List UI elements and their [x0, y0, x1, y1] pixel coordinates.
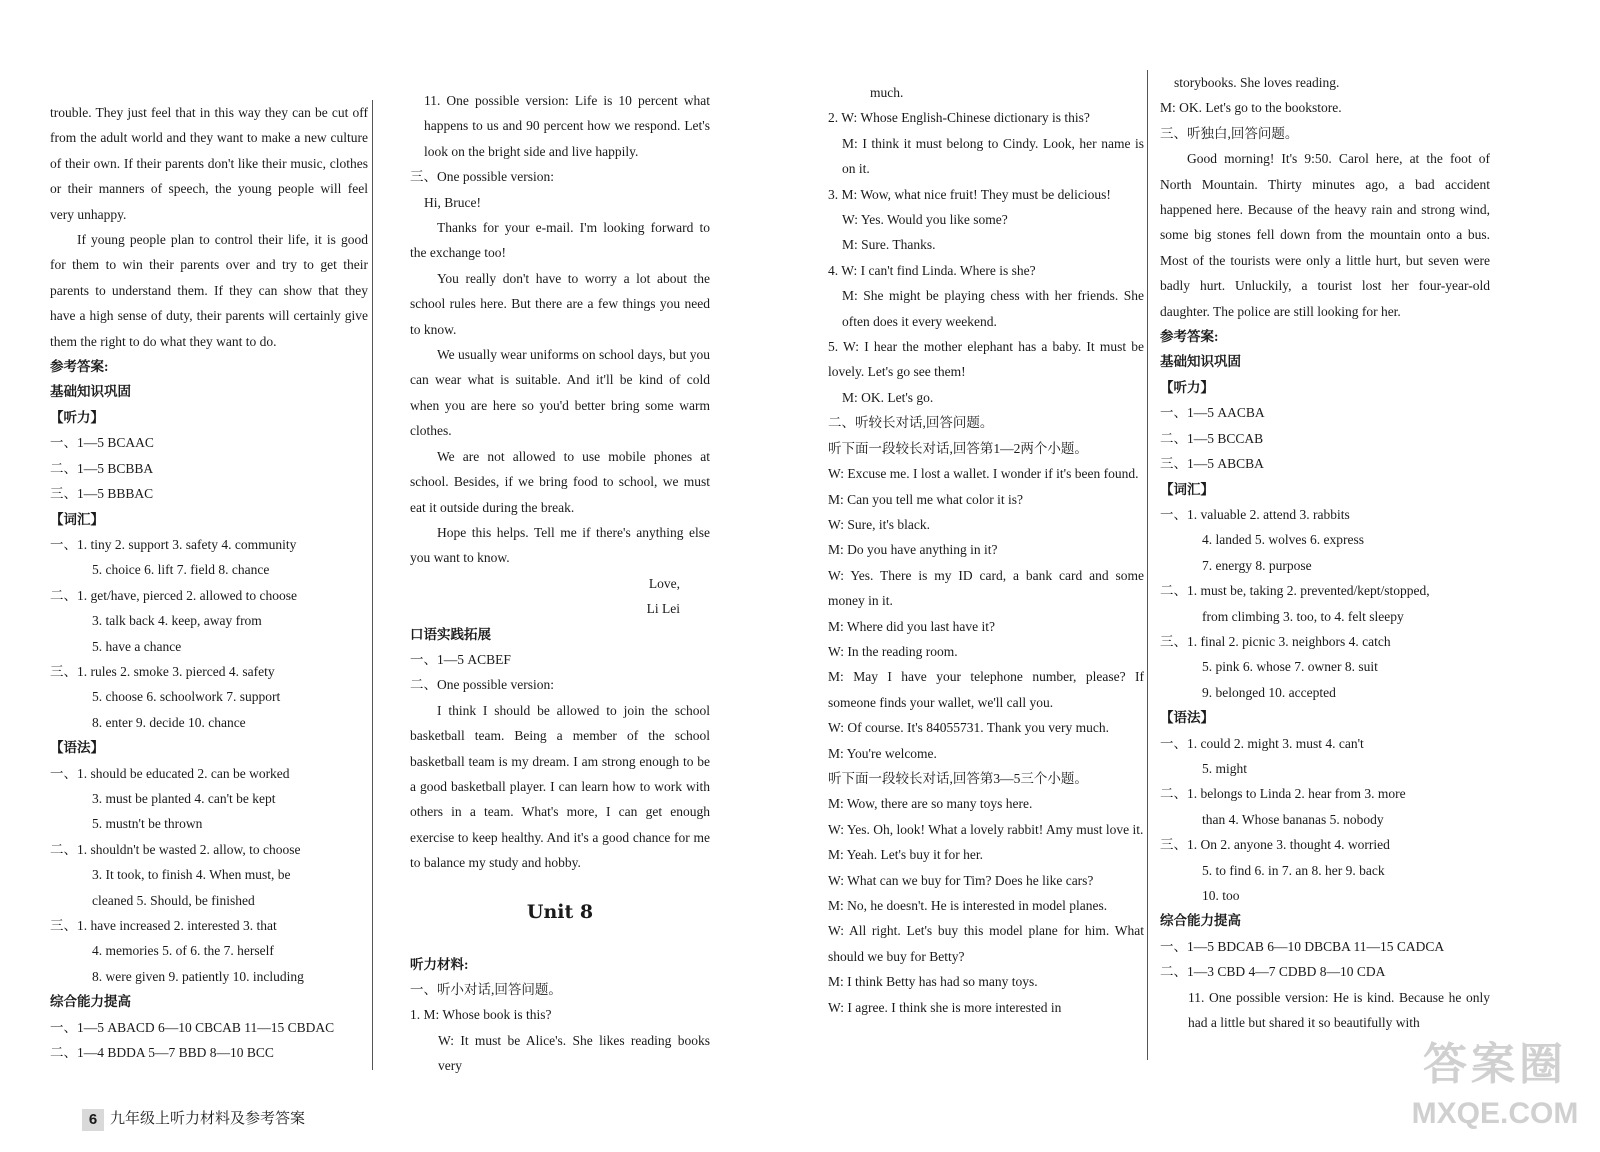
text-line: 5. choose 6. schoolwork 7. support — [92, 689, 281, 705]
text-line: 听下面一段较长对话,回答第1—2两个小题。 — [828, 440, 1088, 456]
text-line: 基础知识巩固 — [1160, 354, 1241, 370]
watermark-text: 答案圈 — [1423, 1040, 1567, 1089]
text-line: W: All right. Let's buy this model plane for him. What should we buy for Betty? — [828, 923, 1144, 964]
text-line: 11. One possible version: He is kind. Because he only had a little but shared it so beautifully with — [1188, 989, 1490, 1031]
text-line: 一、1—5 BDCAB 6—10 DBCBA 11—15 CADCA — [1160, 938, 1445, 954]
text-line: 三、1. rules 2. smoke 3. pierced 4. safety — [50, 663, 275, 679]
text-line: 三、1—5 ABCBA — [1160, 456, 1264, 472]
text-line: 3. must be planted 4. can't be kept — [92, 790, 276, 806]
text-line: 综合能力提高 — [1160, 913, 1241, 929]
text-line: M: I think it must belong to Cindy. Look, her name is on it. — [842, 135, 1144, 177]
text-line: 一、1—5 BCAAC — [50, 435, 154, 451]
text-line: We usually wear uniforms on school days, but you can wear what is suitable. And it'll be kind of cold when you are here so you'd better bring some warm clothes. — [410, 347, 710, 439]
text-line: 3. It took, to finish 4. When must, be — [92, 867, 291, 883]
text-line: 三、1. On 2. anyone 3. thought 4. worried — [1160, 837, 1390, 853]
text-line: 【语法】 — [50, 740, 104, 756]
text-line: 一、1—5 AACBA — [1160, 405, 1265, 421]
text-line: We are not allowed to use mobile phones at school. Besides, if we bring food to school, we must eat it outside during the break. — [410, 448, 710, 515]
page-number: 6 — [82, 1109, 104, 1131]
text-line: 5. choice 6. lift 7. field 8. chance — [92, 562, 270, 578]
text-line: 7. energy 8. purpose — [1202, 557, 1312, 573]
text-line: 5. to find 6. in 7. an 8. her 9. back — [1202, 862, 1385, 878]
text-line: 听下面一段较长对话,回答第3—5三个小题。 — [828, 770, 1088, 786]
text-line: Love, — [648, 575, 680, 591]
text-line: Hope this helps. Tell me if there's anything else you want to know. — [410, 524, 710, 566]
text-line: 【语法】 — [1160, 710, 1214, 726]
column-2-top — [410, 88, 710, 876]
text-line: 三、1. have increased 2. interested 3. that — [50, 918, 277, 933]
text-line: M: No, he doesn't. He is interested in model planes. — [828, 898, 1108, 913]
text-line: 二、1—4 BDDA 5—7 BBD 8—10 BCC — [50, 1045, 274, 1061]
text-line: I think I should be allowed to join the school basketball team. Being a member of the school basketball team is my dream. I am strong enough to be a good basketball player. I can learn how to work with others in a team. What's more, I can get enough exercise to keep healthy. And it's a good chance for me to balance my study and hobby. — [410, 702, 710, 871]
text-line: W: What can we buy for Tim? Does he like cars? — [828, 872, 1094, 888]
text-line: 4. memories 5. of 6. the 7. herself — [92, 943, 274, 959]
text-line: 三、1—5 BBBAC — [50, 486, 154, 502]
text-line: M: I think Betty has had so many toys. — [828, 974, 1038, 990]
page-footer — [82, 1107, 305, 1133]
text-line: W: Of course. It's 84055731. Thank you very much. — [828, 720, 1110, 736]
column-1 — [50, 100, 368, 1065]
text-line: W: Yes. Would you like some? — [842, 212, 1008, 228]
text-line: 【听力】 — [50, 409, 104, 425]
text-line: You really don't have to worry a lot about the school rules here. But there are a few things you need to know. — [410, 270, 710, 337]
text-line: 5. mustn't be thrown — [92, 816, 203, 832]
text-line: trouble. They just feel that in this way they can be cut off from the adult world and they want to make a new culture of their own. If their parents don't like their music, clothes or their manners of speech, the young people will feel very unhappy. — [50, 105, 368, 222]
text-line: 三、1. final 2. picnic 3. neighbors 4. catch — [1160, 633, 1391, 649]
text-line: M: OK. Let's go to the bookstore. — [1160, 100, 1342, 116]
text-line: than 4. Whose bananas 5. nobody — [1202, 811, 1384, 827]
text-line: 5. pink 6. whose 7. owner 8. suit — [1202, 659, 1378, 675]
text-line: M: Do you have anything in it? — [828, 542, 998, 558]
text-line: 二、1. belongs to Linda 2. hear from 3. more — [1160, 786, 1406, 802]
text-line: W: Yes. Oh, look! What a lovely rabbit! Amy must love it. — [828, 821, 1144, 837]
text-line: 1. M: Whose book is this? — [410, 1007, 552, 1023]
text-line: 听力材料: — [410, 956, 469, 972]
text-line: 二、One possible version: — [410, 677, 554, 693]
column-2-bottom — [410, 952, 710, 1079]
text-line: If young people plan to control their life, it is good for them to win their parents over and try to get their parents to understand them. If they can show that they have a high sense of duty, their parents will certainly give them the right to do what they want to do. — [50, 232, 368, 349]
text-line: 10. too — [1202, 888, 1240, 903]
text-line: Li Lei — [646, 601, 680, 617]
text-line: 一、1. tiny 2. support 3. safety 4. community — [50, 536, 297, 552]
text-line: M: May I have your telephone number, please? If someone finds your wallet, we'll call you. — [828, 669, 1144, 710]
text-line: 5. might — [1202, 760, 1248, 776]
text-line: 基础知识巩固 — [50, 384, 131, 400]
text-line: 二、1. must be, taking 2. prevented/kept/stopped, — [1160, 583, 1430, 599]
footer-title: 九年级上听力材料及参考答案 — [110, 1111, 306, 1128]
text-line: 5. W: I hear the mother elephant has a baby. It must be lovely. Let's go see them! — [828, 339, 1144, 380]
text-line: 一、1. should be educated 2. can be worked — [50, 765, 290, 781]
text-line: 二、1. get/have, pierced 2. allowed to choose — [50, 587, 298, 603]
text-line: Thanks for your e-mail. I'm looking forward to the exchange too! — [410, 220, 710, 261]
text-line: 三、One possible version: — [410, 169, 554, 185]
text-line: 11. One possible version: Life is 10 percent what happens to us and 90 percent how we respond. Let's look on the bright side and live happily. — [424, 93, 710, 159]
text-line: W: In the reading room. — [828, 643, 958, 659]
text-line: W: Yes. There is my ID card, a bank card and some money in it. — [828, 567, 1144, 609]
watermark-url: MXQE.COM — [1411, 1097, 1579, 1130]
unit-title: Unit 8 — [526, 900, 594, 923]
text-line: M: OK. Let's go. — [842, 389, 934, 405]
text-line: 一、1. valuable 2. attend 3. rabbits — [1160, 506, 1350, 522]
text-line: Hi, Bruce! — [424, 194, 481, 210]
watermark-logo — [1400, 1036, 1590, 1148]
text-line: 二、1—5 BCBBA — [50, 460, 154, 476]
column-2 — [410, 88, 710, 1079]
column-4 — [1160, 70, 1490, 1035]
text-line: 参考答案: — [1160, 329, 1219, 345]
text-line: 一、1—5 ABACD 6—10 CBCAB 11—15 CBDAC — [50, 1019, 335, 1035]
text-line: 9. belonged 10. accepted — [1202, 684, 1336, 700]
text-line: from climbing 3. too, to 4. felt sleepy — [1202, 608, 1404, 624]
text-line: 4. landed 5. wolves 6. express — [1202, 532, 1364, 548]
text-line: cleaned 5. Should, be finished — [92, 892, 255, 908]
text-line: W: It must be Alice's. She likes reading books very — [438, 1032, 710, 1074]
text-line: 二、1—5 BCCAB — [1160, 430, 1264, 446]
text-line: M: Can you tell me what color it is? — [828, 491, 1023, 507]
text-line: 一、听小对话,回答问题。 — [410, 982, 562, 997]
text-line: 8. were given 9. patiently 10. including — [92, 968, 304, 984]
text-line: 综合能力提高 — [50, 994, 131, 1010]
text-line: 2. W: Whose English-Chinese dictionary is this? — [828, 110, 1090, 126]
text-line: 一、1—5 ACBEF — [410, 651, 511, 667]
text-line: W: Excuse me. I lost a wallet. I wonder if it's been found. — [828, 466, 1139, 482]
column-divider — [372, 100, 373, 1070]
text-line: M: Where did you last have it? — [828, 618, 995, 634]
text-line: M: Sure. Thanks. — [842, 237, 936, 253]
text-line: 3. talk back 4. keep, away from — [92, 613, 262, 629]
text-line: 参考答案: — [50, 359, 109, 375]
text-line: M: You're welcome. — [828, 745, 937, 761]
text-line: 一、1. could 2. might 3. must 4. can't — [1160, 735, 1364, 751]
text-line: 【词汇】 — [1160, 481, 1214, 497]
text-line: W: I agree. I think she is more interested in — [828, 999, 1062, 1015]
text-line: 口语实践拓展 — [410, 626, 491, 642]
text-line: W: Sure, it's black. — [828, 516, 931, 532]
text-line: 二、听较长对话,回答问题。 — [828, 415, 994, 431]
text-line: 3. M: Wow, what nice fruit! They must be delicious! — [828, 186, 1111, 202]
text-line: much. — [870, 85, 904, 100]
text-line: 5. have a chance — [92, 638, 182, 654]
text-line: M: She might be playing chess with her friends. She often does it every weekend. — [842, 288, 1144, 329]
text-line: 【词汇】 — [50, 511, 104, 527]
text-line: 二、1. shouldn't be wasted 2. allow, to choose — [50, 841, 301, 857]
text-line: 二、1—3 CBD 4—7 CDBD 8—10 CDA — [1160, 964, 1386, 980]
text-line: M: Yeah. Let's buy it for her. — [828, 847, 984, 863]
column-3 — [828, 80, 1144, 1020]
text-line: 【听力】 — [1160, 379, 1214, 395]
text-line: M: Wow, there are so many toys here. — [828, 796, 1033, 812]
text-line: storybooks. She loves reading. — [1174, 75, 1340, 90]
text-line: 8. enter 9. decide 10. chance — [92, 714, 246, 730]
text-line: 4. W: I can't find Linda. Where is she? — [828, 262, 1036, 278]
column-divider — [1147, 70, 1148, 1060]
text-line: Good morning! It's 9:50. Carol here, at the foot of North Mountain. Thirty minutes ago, a bad accident happened here. Because of the heavy rain and strong wind, some big stones fell down from the mountain onto a bus. Most of the tourists were only a little hurt, but seven were badly hurt. Unluckily, a tourist lost her four-year-old daughter. The police are still looking for her. — [1160, 151, 1490, 319]
text-line: 三、听独白,回答问题。 — [1160, 125, 1299, 141]
